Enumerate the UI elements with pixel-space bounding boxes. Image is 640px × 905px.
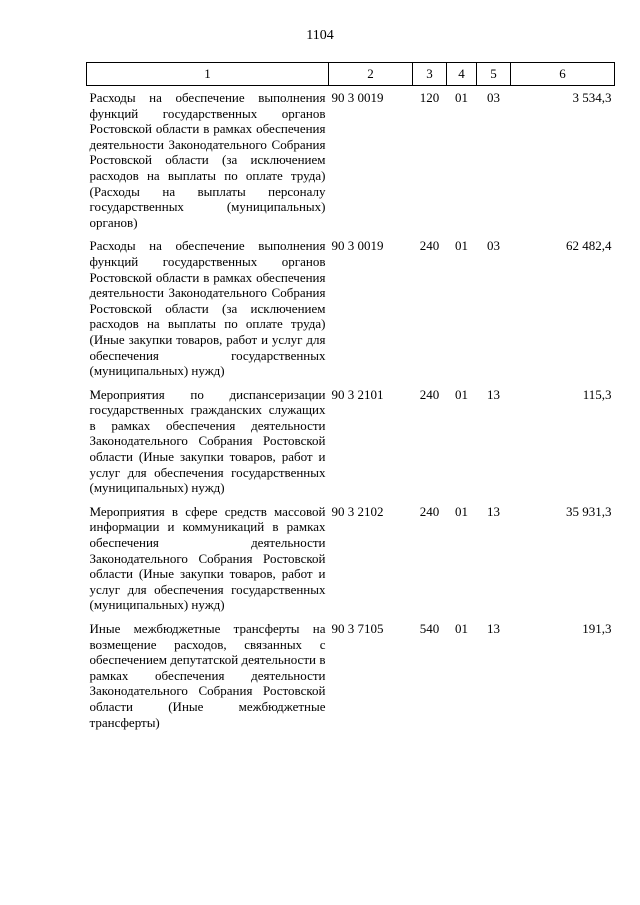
budget-table: [86, 62, 615, 734]
row-section: 01: [455, 386, 468, 402]
row-description: Мероприятия по диспансеризации государственных гражданских служащих в рамках обеспечения деятельности Законодательного Собрания Ростовской области (Иные закупки товаров, работ и услуг для обеспечения государственных (муниципальных) нужд): [89, 386, 326, 496]
table-row: [87, 86, 615, 235]
row-expense-type: 120: [419, 90, 440, 105]
column-header-3: 3: [413, 63, 447, 86]
row-expense-type: 240: [419, 503, 440, 519]
column-header-4: 4: [447, 63, 477, 86]
row-subsection: 03: [487, 90, 500, 105]
row-section: 01: [455, 238, 468, 254]
row-amount: 191,3: [582, 621, 612, 636]
row-subsection: 13: [487, 621, 500, 636]
table-header-row: [87, 63, 615, 86]
row-section: 01: [455, 503, 468, 519]
row-target-code: 90 3 0019: [331, 90, 384, 105]
row-amount: 62 482,4: [566, 238, 612, 254]
row-amount: 3 534,3: [572, 90, 612, 105]
row-subsection: 13: [487, 503, 500, 519]
table-row: [87, 500, 615, 617]
row-target-code: 90 3 7105: [331, 621, 384, 636]
row-description: Иные межбюджетные трансферты на возмещение расходов, связанных с обеспечением депутатской деятельности в рамках обеспечения деятельности Законодательного Собрания Ростовской области (Иные межбюджетные трансферты): [89, 621, 326, 730]
table-row: [87, 383, 615, 500]
column-header-2: 2: [329, 63, 413, 86]
page-number: 1104: [306, 28, 334, 43]
column-header-1: 1: [87, 63, 329, 86]
row-expense-type: 540: [419, 621, 440, 636]
table-row: [87, 234, 615, 382]
row-target-code: 90 3 2101: [331, 386, 384, 402]
row-target-code: 90 3 0019: [331, 238, 384, 254]
column-header-6: 6: [511, 63, 615, 86]
row-subsection: 03: [487, 238, 500, 254]
table-row: [87, 617, 615, 734]
column-header-5: 5: [477, 63, 511, 86]
row-description: Расходы на обеспечение выполнения функций государственных органов Ростовской области в рамках обеспечения деятельности Законодательного Собрания Ростовской области (за исключением расходов на выплаты по оплате труда) (Иные закупки товаров, работ и услуг для обеспечения государственных (муниципальных) нужд): [89, 238, 326, 379]
row-expense-type: 240: [419, 238, 440, 254]
row-section: 01: [455, 90, 468, 105]
row-target-code: 90 3 2102: [331, 503, 384, 519]
row-description: Мероприятия в сфере средств массовой информации и коммуникаций в рамках обеспечения деятельности Законодательного Собрания Ростовской области (Иные закупки товаров, работ и услуг для обеспечения государственных (муниципальных) нужд): [89, 503, 326, 613]
row-description: Расходы на обеспечение выполнения функций государственных органов Ростовской области в рамках обеспечения деятельности Законодательного Собрания Ростовской области (за исключением расходов на выплаты по оплате труда) (Расходы на выплаты персоналу государственных (муниципальных) органов): [89, 90, 326, 230]
row-amount: 115,3: [582, 386, 612, 402]
row-section: 01: [455, 621, 468, 636]
row-expense-type: 240: [419, 386, 440, 402]
row-amount: 35 931,3: [566, 503, 612, 519]
row-subsection: 13: [487, 386, 500, 402]
